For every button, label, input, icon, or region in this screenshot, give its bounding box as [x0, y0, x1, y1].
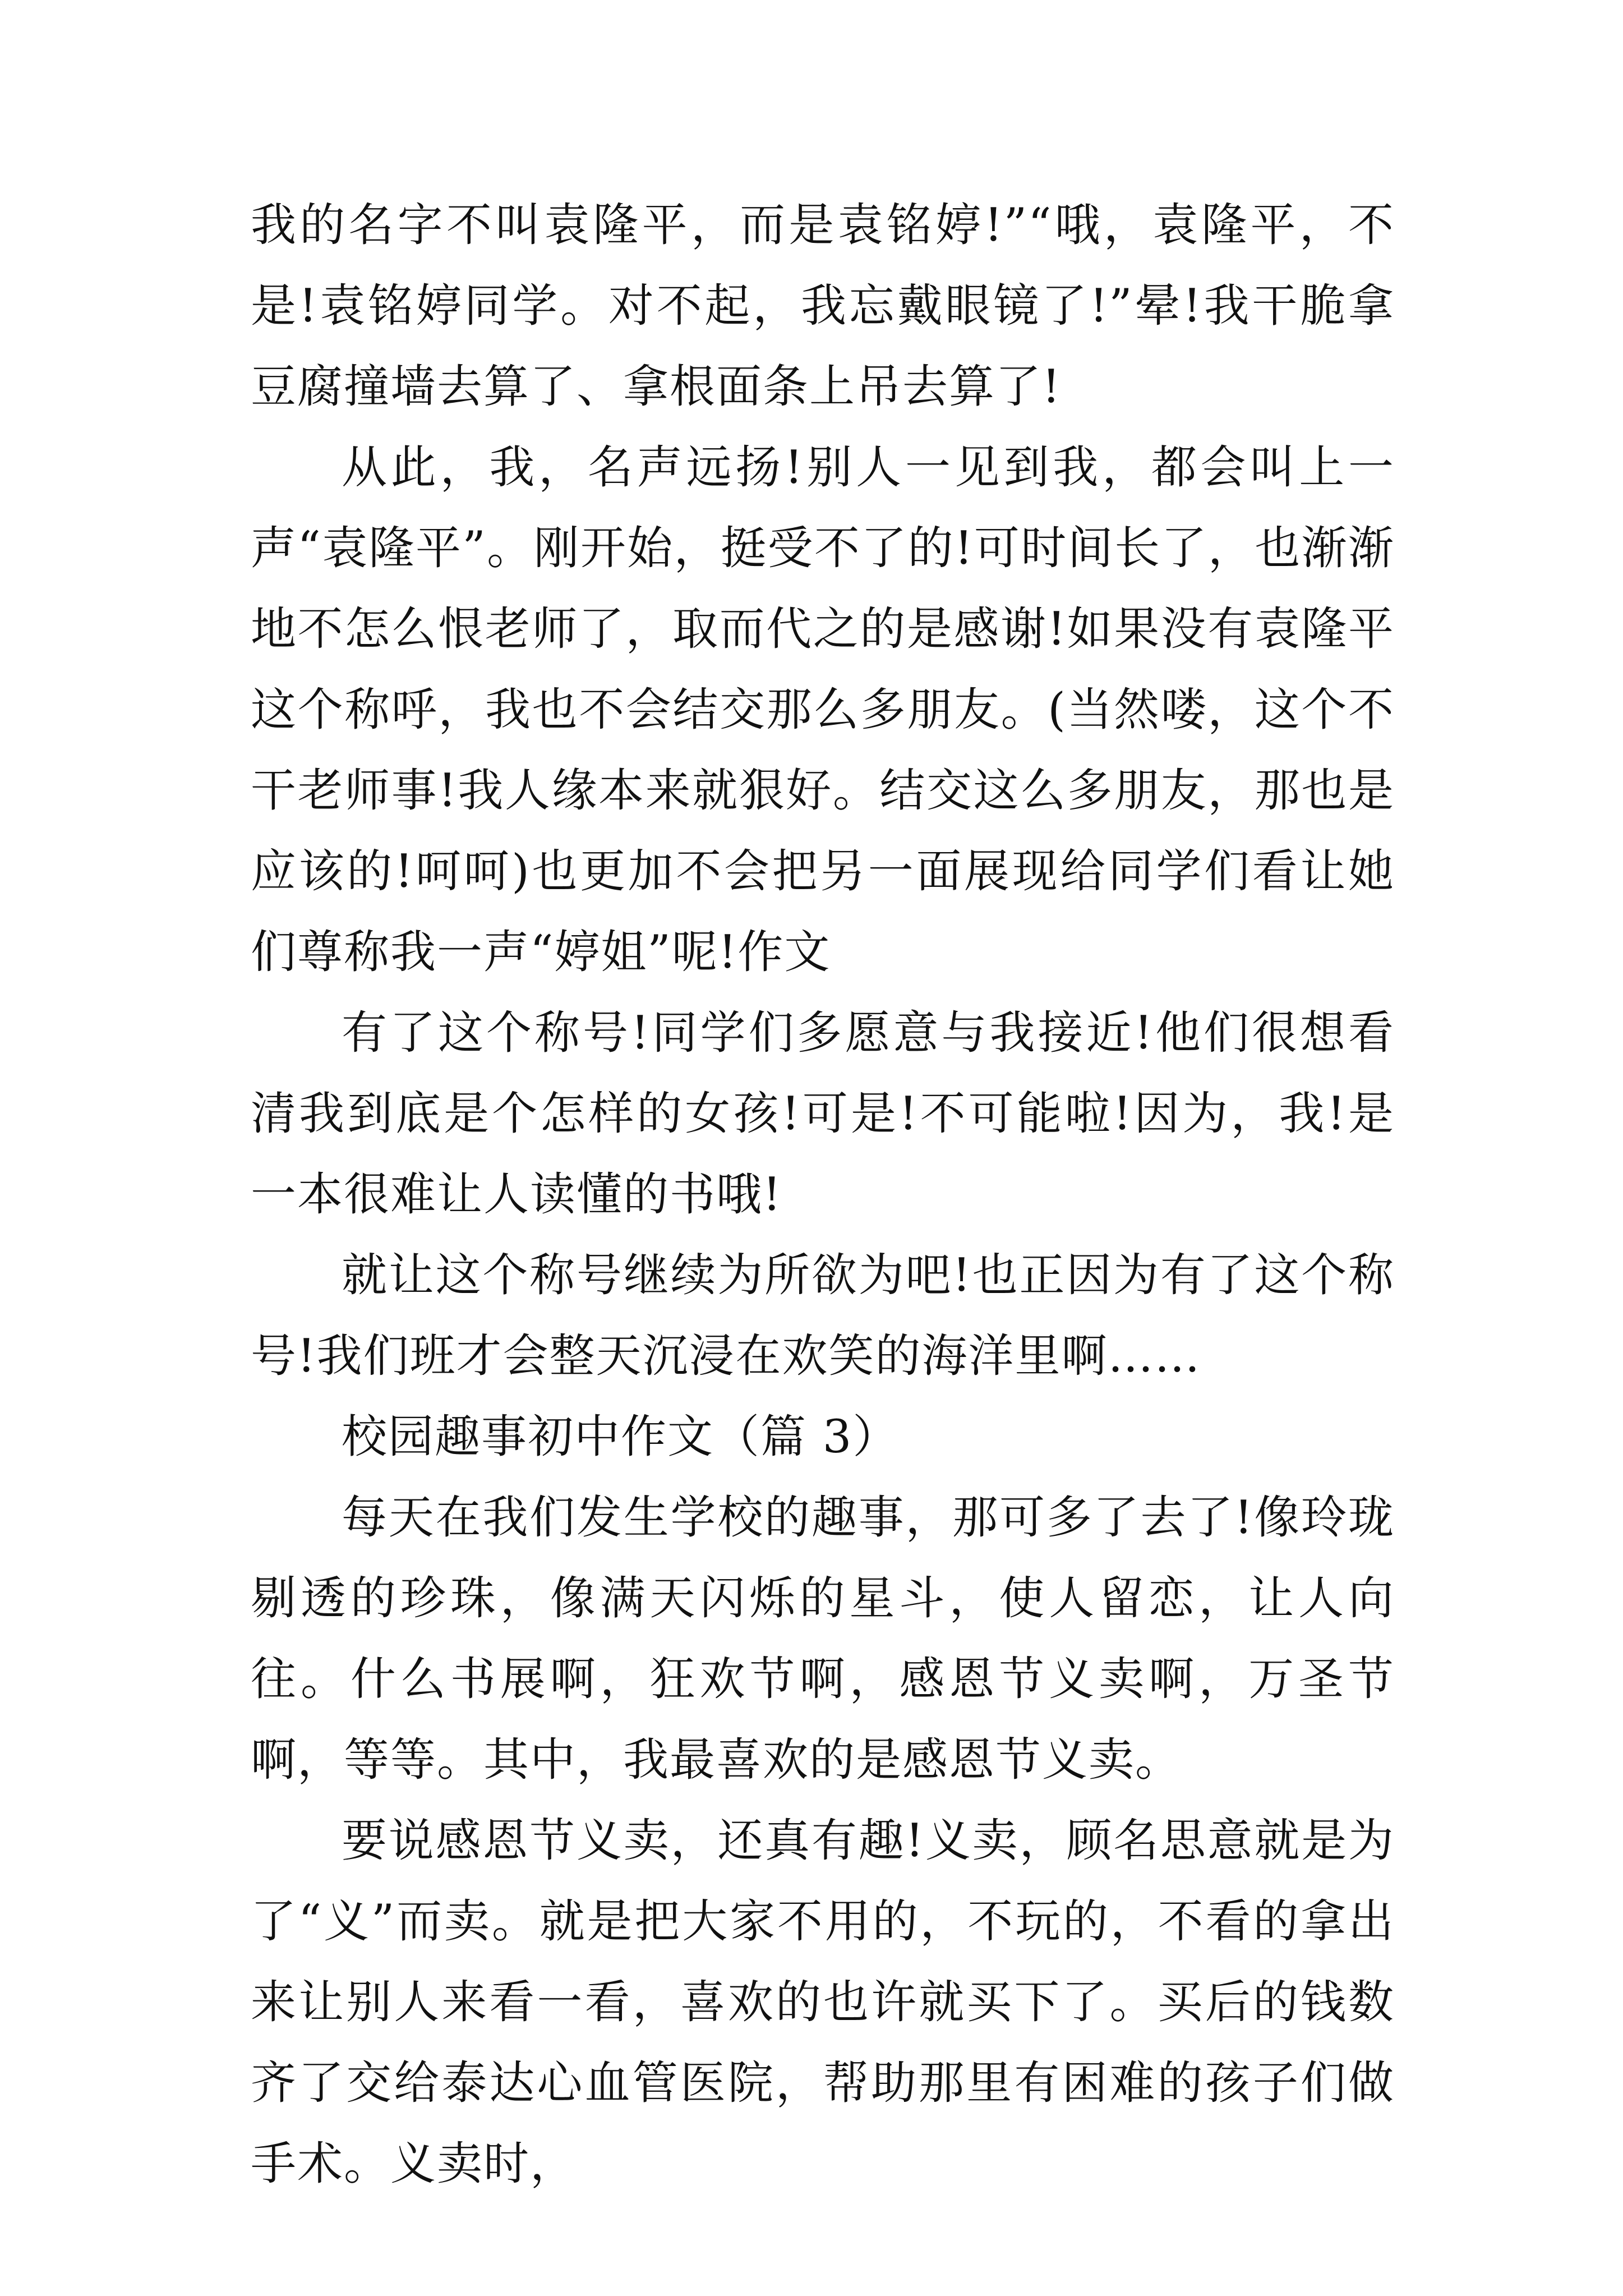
paragraph-conclusion: 就让这个称号继续为所欲为吧!也正因为有了这个称号!我们班才会整天沉浸在欢笑的海洋里啊……: [251, 1249, 1395, 1383]
paragraph-continued-dialogue: 我的名字不叫袁隆平，而是袁铭婷!”“哦，袁隆平，不是!袁铭婷同学。对不起，我忘戴眼镜了!”晕!我干脆拿豆腐撞墙去算了、拿根面条上吊去算了!: [251, 199, 1395, 413]
section-heading: 校园趣事初中作文（篇 3）: [342, 1411, 900, 1464]
paragraph-famous: 从此，我，名声远扬!别人一见到我，都会叫上一声“袁隆平”。刚开始，挺受不了的!可时间长了，也渐渐地不怎么恨老师了，取而代之的是感谢!如果没有袁隆平这个称呼，我也不会结交那么多朋友。(当然喽，这个不干老师事!我人缘本来就狠好。结交这么多朋友，那也是应该的!呵呵)也更加不会把另一面展现给同学们看让她们尊称我一声“婷姐”呢!作文: [251, 441, 1395, 979]
paragraph-nickname: 有了这个称号!同学们多愿意与我接近!他们很想看清我到底是个怎样的女孩!可是!不可能啦!因为，我!是一本很难让人读懂的书哦!: [251, 1007, 1395, 1221]
paragraph-school-events: 每天在我们发生学校的趣事，那可多了去了!像玲珑剔透的珍珠，像满天闪烁的星斗，使人留恋，让人向往。什么书展啊，狂欢节啊，感恩节义卖啊，万圣节啊，等等。其中，我最喜欢的是感恩节义卖。: [251, 1492, 1395, 1787]
paragraph-charity-sale: 要说感恩节义卖，还真有趣!义卖，顾名思意就是为了“义”而卖。就是把大家不用的，不玩的，不看的拿出来让别人来看一看，喜欢的也许就买下了。买后的钱数齐了交给泰达心血管医院，帮助那里有困难的孩子们做手术。义卖时，: [251, 1815, 1395, 2191]
essay-body: [251, 185, 1395, 2205]
